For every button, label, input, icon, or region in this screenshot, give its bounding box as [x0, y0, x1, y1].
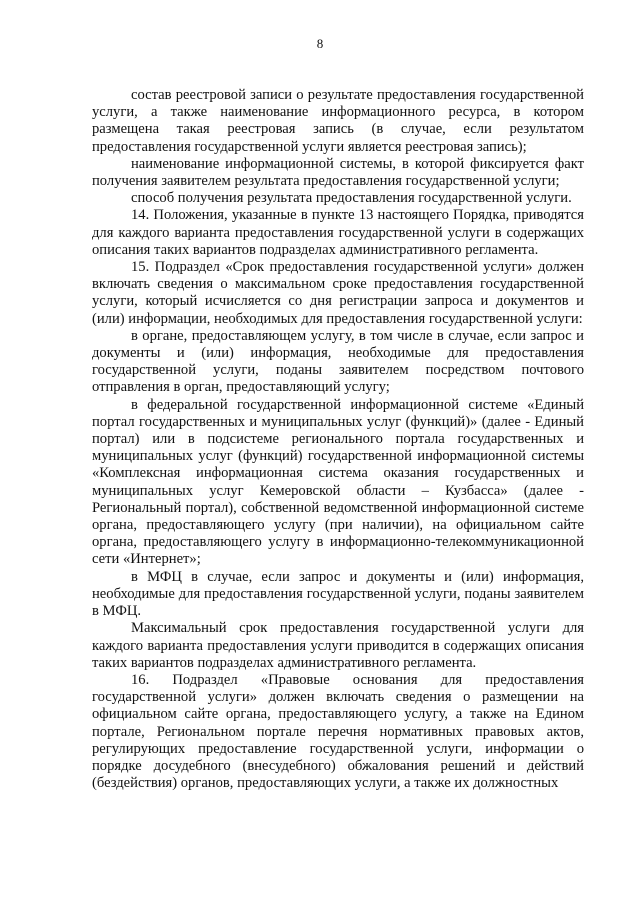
paragraph-item-15: 15. Подраздел «Срок предоставления государственной услуги» должен включать сведения о максимальном сроке предоставления государственной услуги, который исчисляется со дня регистрации запроса и документов и (или) информации, необходимых для предоставления государственной услуги:: [92, 259, 584, 327]
paragraph-registry-record: состав реестровой записи о результате предоставления государственной услуги, а также наименование информационного ресурса, в котором размещена такая реестровая запись (в случае, если результатом предоставления государственной услуги является реестровая запись);: [92, 87, 584, 155]
paragraph-in-authority: в органе, предоставляющем услугу, в том числе в случае, если запрос и документы и (или) информация, необходимые для предоставления государственной услуги, поданы заявителем посредством почтового отправления в орган, предоставляющий услугу;: [92, 327, 584, 396]
paragraph-receipt-method: способ получения результата предоставления государственной услуги.: [131, 190, 572, 207]
paragraph-federal-system: в федеральной государственной информационной системе «Единый портал государственных и муниципальных услуг (функций)» (далее - Единый портал) или в подсистеме регионального портала государственных и муниципальных услуг (функций) государственной информационной системы «Комплексная информационная система оказания государственных и муниципальных услуг Кемеровской области – Кузбасса» (далее - Региональный портал), собственной ведомственной информационной системе органа, предоставляющего услугу (при наличии), на официальном сайте органа, предоставляющего услугу в информационно-телекоммуникационной сети «Интернет»;: [92, 396, 584, 568]
paragraph-item-14: 14. Положения, указанные в пункте 13 настоящего Порядка, приводятся для каждого варианта предоставления государственной услуги в содержащих описания таких вариантов подразделах административного регламента.: [92, 207, 584, 258]
document-body: [92, 87, 584, 792]
paragraph-mfc: в МФЦ в случае, если запрос и документы и (или) информация, необходимые для предоставления государственной услуги, поданы заявителем в МФЦ.: [92, 568, 584, 620]
paragraph-information-system: наименование информационной системы, в которой фиксируется факт получения заявителем результата предоставления государственной услуги;: [92, 155, 584, 190]
paragraph-item-16: 16. Подраздел «Правовые основания для предоставления государственной услуги» должен включать сведения о размещении на официальном сайте органа, предоставляющего услугу, а также на Едином портале, Региональном портале перечня нормативных правовых актов, регулирующих предоставление государственной услуги, информации о порядке досудебного (внесудебного) обжалования решений и действий (бездействия) органов, предоставляющих услуги, а также их должностных: [92, 671, 584, 792]
page-number: 8: [316, 36, 324, 51]
paragraph-max-term: Максимальный срок предоставления государственной услуги для каждого варианта предоставления услуги приводится в содержащих описания таких вариантов подразделах административного регламента.: [92, 620, 584, 671]
